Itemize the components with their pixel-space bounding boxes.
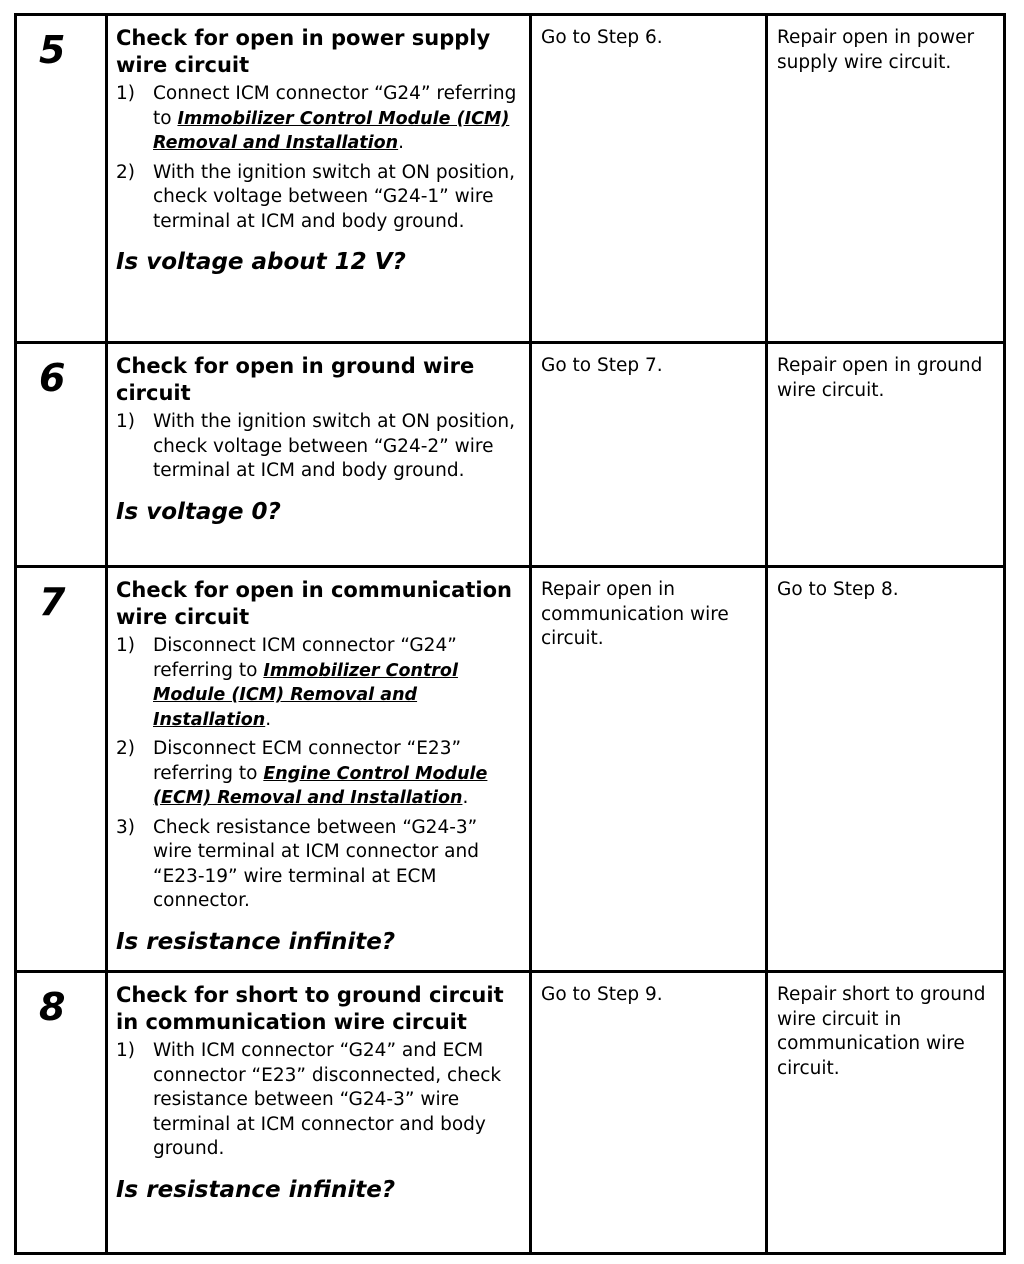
sub-step-text-pre: Disconnect ICM connector “G24” referring to bbox=[153, 635, 457, 681]
question: Is voltage about 12 V? bbox=[116, 249, 406, 275]
sub-step bbox=[116, 161, 519, 235]
question: Is resistance infinite? bbox=[116, 1176, 396, 1203]
yes-cell bbox=[531, 567, 767, 972]
sub-step bbox=[116, 737, 519, 811]
step-number-cell bbox=[16, 15, 107, 343]
no-result: Repair open in power supply wire circuit. bbox=[777, 27, 975, 73]
no-result: Go to Step 8. bbox=[777, 579, 899, 600]
sub-step-text-post: . bbox=[398, 132, 405, 153]
step-row-6 bbox=[16, 343, 1005, 567]
sub-step-text: With the ignition switch at ON position, check voltage between “G24-2” wire terminal at ICM and body ground. bbox=[153, 411, 516, 481]
sub-step-text: With the ignition switch at ON position, check voltage between “G24-1” wire terminal at ICM and body ground. bbox=[153, 161, 516, 232]
step-number: 8 bbox=[39, 985, 66, 1029]
action-title: Check for short to ground circuit in communication wire circuit bbox=[116, 983, 504, 1034]
no-cell bbox=[767, 972, 1005, 1254]
sub-step-text-post: . bbox=[265, 708, 272, 730]
sub-step-list bbox=[116, 1039, 519, 1162]
sub-step-number: 1) bbox=[116, 411, 135, 432]
icm-removal-link[interactable]: Immobilizer Control Module (ICM) Removal and Installation bbox=[153, 660, 458, 730]
step-row-5 bbox=[16, 15, 1005, 343]
sub-step-number: 1) bbox=[116, 1040, 135, 1061]
no-cell bbox=[767, 343, 1005, 567]
sub-step-number: 2) bbox=[116, 738, 135, 759]
no-result: Repair open in ground wire circuit. bbox=[777, 355, 983, 401]
icm-removal-link[interactable]: Immobilizer Control Module (ICM) Removal and Installation bbox=[153, 108, 510, 153]
step-number: 7 bbox=[39, 580, 66, 624]
action-title: Check for open in power supply wire circuit bbox=[116, 26, 491, 77]
step-number-cell bbox=[16, 343, 107, 567]
no-result: Repair short to ground wire circuit in communication wire circuit. bbox=[777, 984, 986, 1079]
sub-step-text bbox=[153, 82, 519, 156]
yes-cell bbox=[531, 972, 767, 1254]
yes-result: Go to Step 9. bbox=[541, 984, 663, 1005]
sub-step-text-post: . bbox=[462, 787, 469, 808]
sub-step bbox=[116, 82, 519, 156]
step-number-cell bbox=[16, 972, 107, 1254]
yes-result: Go to Step 6. bbox=[541, 27, 663, 48]
step-number: 6 bbox=[39, 356, 66, 400]
sub-step-text bbox=[153, 634, 519, 732]
question: Is resistance infinite? bbox=[116, 928, 396, 955]
yes-cell bbox=[531, 15, 767, 343]
sub-step bbox=[116, 816, 519, 914]
sub-step-number: 3) bbox=[116, 816, 135, 838]
step-row-8 bbox=[16, 972, 1005, 1254]
sub-step-text: With ICM connector “G24” and ECM connector “E23” disconnected, check resistance between “G24-3” wire terminal at ICM connector and body ground. bbox=[153, 1040, 502, 1159]
no-cell bbox=[767, 15, 1005, 343]
sub-step bbox=[116, 1039, 519, 1162]
step-number: 5 bbox=[39, 28, 66, 72]
sub-step-text-pre: Disconnect ECM connector “E23” referring to bbox=[153, 738, 462, 784]
action-title: Check for open in ground wire circuit bbox=[116, 354, 475, 405]
step-number-cell bbox=[16, 567, 107, 972]
sub-step bbox=[116, 410, 519, 484]
sub-step-text-pre: Connect ICM connector “G24” referring to bbox=[153, 83, 517, 129]
ecm-removal-link[interactable]: Engine Control Module (ECM) Removal and Installation bbox=[153, 763, 488, 808]
action-cell bbox=[107, 15, 531, 343]
no-cell bbox=[767, 567, 1005, 972]
yes-result: Go to Step 7. bbox=[541, 355, 663, 376]
sub-step-text: Check resistance between “G24-3” wire terminal at ICM connector and “E23-19” wire terminal at ECM connector. bbox=[153, 816, 479, 911]
sub-step bbox=[116, 634, 519, 732]
sub-step-number: 1) bbox=[116, 635, 135, 656]
diagnostic-table bbox=[14, 13, 1006, 1255]
action-cell bbox=[107, 567, 531, 972]
step-row-7 bbox=[16, 567, 1005, 972]
sub-step-number: 2) bbox=[116, 161, 135, 183]
yes-cell bbox=[531, 343, 767, 567]
yes-result: Repair open in communication wire circuit. bbox=[541, 579, 729, 649]
sub-step-text bbox=[153, 737, 519, 811]
question: Is voltage 0? bbox=[116, 498, 281, 525]
action-cell bbox=[107, 343, 531, 567]
action-title: Check for open in communication wire circuit bbox=[116, 578, 512, 629]
action-cell bbox=[107, 972, 531, 1254]
sub-step-list bbox=[116, 410, 519, 484]
sub-step-number: 1) bbox=[116, 83, 135, 104]
sub-step-list bbox=[116, 82, 519, 234]
sub-step-list bbox=[116, 634, 519, 914]
